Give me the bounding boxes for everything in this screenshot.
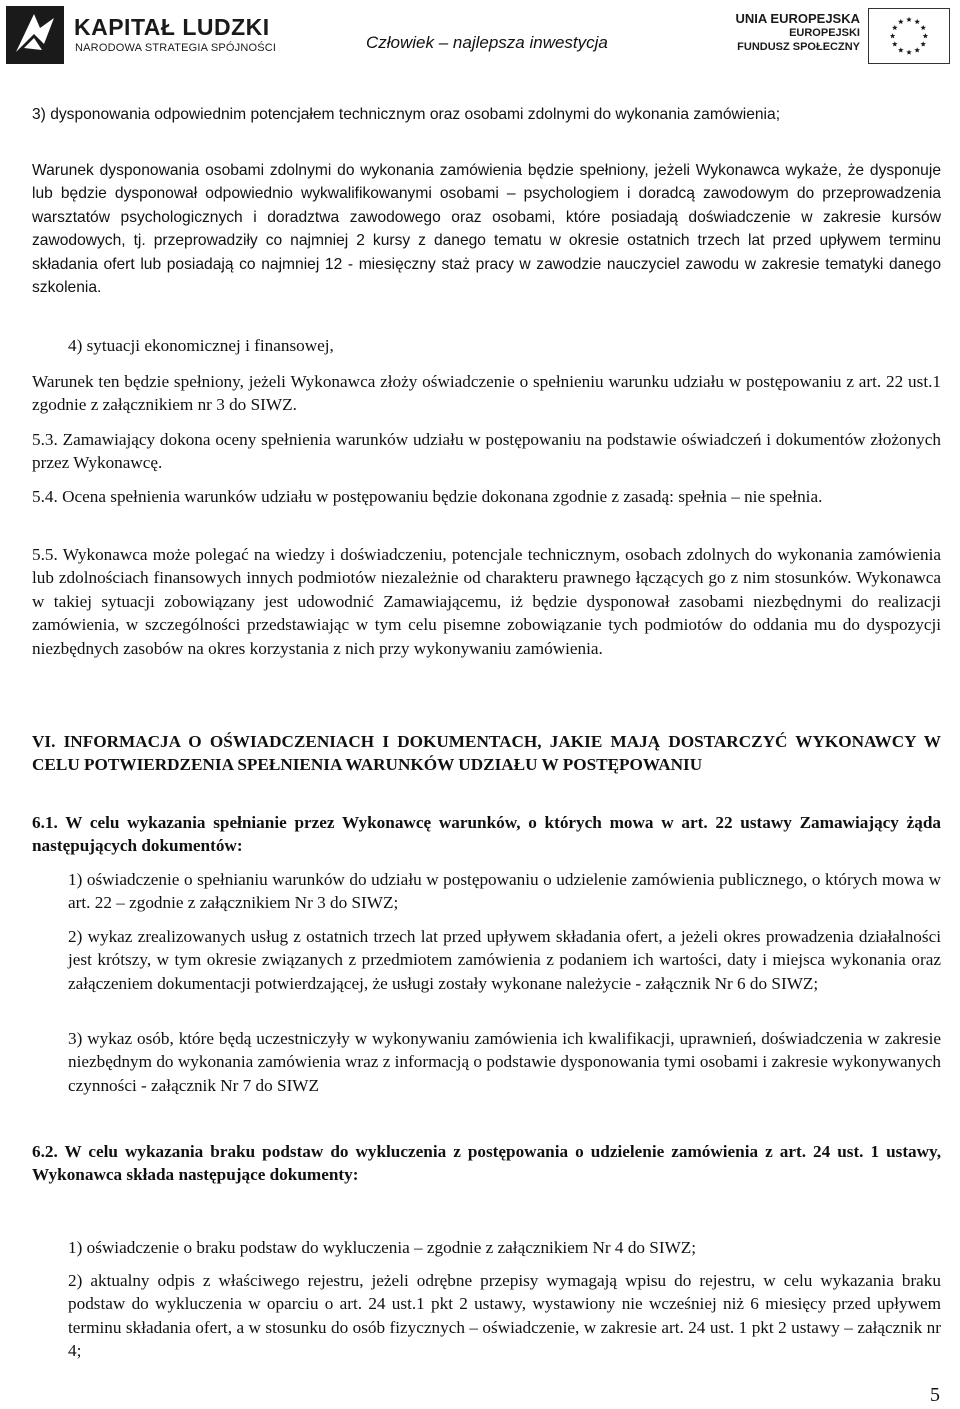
brand-title: KAPITAŁ LUDZKI <box>74 14 270 40</box>
list-item-6-1-2: 2) wykaz zrealizowanych usług z ostatnich trzech lat przed upływem składania ofert, a jeżeli okres prowadzenia działalności jest krótszy, w tym okresie związanych z przedmiotem zamówienia z podaniem ich wartości, daty i miejsca wykonania oraz załączeniem dokumentacji potwierdzającej, że usługi zostały wykonane należycie - załącznik Nr 6 do SIWZ; <box>68 927 941 993</box>
list-item-6-1-1: 1) oświadczenie o spełnianiu warunków do udziału w postępowaniu o udzielenie zamówienia publicznego, o których mowa w art. 22 – zgodnie z załącznikiem Nr 3 do SIWZ; <box>68 870 941 913</box>
paragraph-5-4: 5.4. Ocena spełnienia warunków udziału w postępowaniu będzie dokonana zgodnie z zasadą: spełnia – nie spełnia. <box>32 487 823 506</box>
list-item-6-1-3: 3) wykaz osób, które będą uczestniczyły w wykonywaniu zamówienia ich kwalifikacji, uprawnień, doświadczenia w zakresie niezbędnym do wykonania zamówienia wraz z informacją o podstawie dysponowania tymi osobami i zakresie wykonywanych czynności - załącznik Nr 7 do SIWZ <box>68 1029 941 1095</box>
page-header <box>0 0 960 80</box>
paragraph-staff-condition: Warunek dysponowania osobami zdolnymi do wykonania zamówienia będzie spełniony, jeżeli Wykonawca wykaże, że dysponuje lub będzie dysponował odpowiednio wykwalifikowanymi osobami – psychologiem i doradcą zawodowym do przeprowadzenia warsztatów psychologicznych i doradztwa zawodowego oraz osobami, które posiadają doświadczenie w zakresie kursów zawodowych, tj. przeprowadziły co najmniej 2 kursy z danego tematu w okresie ostatnich trzech lat przed upływem terminu składania ofert lub posiadają co najmniej 12 - miesięczny staż pracy w zawodzie nauczyciel zawodu w zakresie tematyki danego szkolenia. <box>32 162 941 297</box>
eu-label <box>736 12 860 54</box>
paragraph-economic-condition: Warunek ten będzie spełniony, jeżeli Wykonawca złoży oświadczenie o spełnieniu warunku udziału w postępowaniu z art. 22 ust.1 zgodnie z załącznikiem nr 3 do SIWZ. <box>32 372 941 415</box>
section-6-2-heading: 6.2. W celu wykazania braku podstaw do wykluczenia z postępowania o udzielenie zamówienia z art. 24 ust. 1 ustawy, Wykonawca składa następujące dokumenty: <box>32 1142 941 1185</box>
paragraph-3-resources: 3) dysponowania odpowiednim potencjałem technicznym oraz osobami zdolnymi do wykonania zamówienia; <box>32 106 781 123</box>
page-number: 5 <box>930 1384 940 1406</box>
list-item-6-2-1: 1) oświadczenie o braku podstaw do wykluczenia – zgodnie z załącznikiem Nr 4 do SIWZ; <box>68 1238 697 1257</box>
paragraph-5-5: 5.5. Wykonawca może polegać na wiedzy i doświadczeniu, potencjale technicznym, osobach zdolnych do wykonania zamówienia lub zdolnościach finansowych innych podmiotów niezależnie od charakteru prawnego łączących go z nim stosunków. Wykonawca w takiej sytuacji zobowiązany jest udowodnić Zamawiającemu, iż będzie dysponował zasobami niezbędnymi do realizacji zamówienia, w szczególności przedstawiając w tym celu pisemne zobowiązanie tych podmiotów do oddania mu do dyspozycji niezbędnych zasobów na okres korzystania z nich przy wykonywaniu zamówienia. <box>32 545 941 658</box>
section-6-1-heading: 6.1. W celu wykazania spełnianie przez Wykonawcę warunków, o których mowa w art. 22 ustawy Zamawiający żąda następujących dokumentów: <box>32 813 941 856</box>
eu-line-2: EUROPEJSKI <box>789 27 860 39</box>
section-vi-heading: VI. INFORMACJA O OŚWIADCZENIACH I DOKUMENTACH, JAKIE MAJĄ DOSTARCZYĆ WYKONAWCY W CELU POTWIERDZENIA SPEŁNIENIA WARUNKÓW UDZIAŁU W POSTĘPOWANIU <box>32 732 941 775</box>
header-slogan: Człowiek – najlepsza inwestycja <box>366 33 608 52</box>
eu-line-1: UNIA EUROPEJSKA <box>735 11 860 26</box>
paragraph-4-economic: 4) sytuacji ekonomicznej i finansowej, <box>68 336 334 355</box>
eu-flag-icon <box>868 8 950 64</box>
eu-line-3: FUNDUSZ SPOŁECZNY <box>737 41 860 53</box>
kapital-ludzki-logo <box>4 4 66 66</box>
brand-subtitle: NARODOWA STRATEGIA SPÓJNOŚCI <box>75 42 277 54</box>
list-item-6-2-2: 2) aktualny odpis z właściwego rejestru, jeżeli odrębne przepisy wymagają wpisu do rejestru, w celu wykazania braku podstaw do wykluczenia w oparciu o art. 24 ust.1 pkt 2 ustawy, wystawiony nie wcześniej niż 6 miesięcy przed upływem terminu składania ofert, a w stosunku do osób fizycznych – oświadczenie, w zakresie art. 24 ust. 1 pkt 2 ustawy – załącznik nr 4; <box>68 1271 941 1361</box>
paragraph-5-3: 5.3. Zamawiający dokona oceny spełnienia warunków udziału w postępowaniu na podstawie oświadczeń i dokumentów złożonych przez Wykonawcę. <box>32 430 941 473</box>
